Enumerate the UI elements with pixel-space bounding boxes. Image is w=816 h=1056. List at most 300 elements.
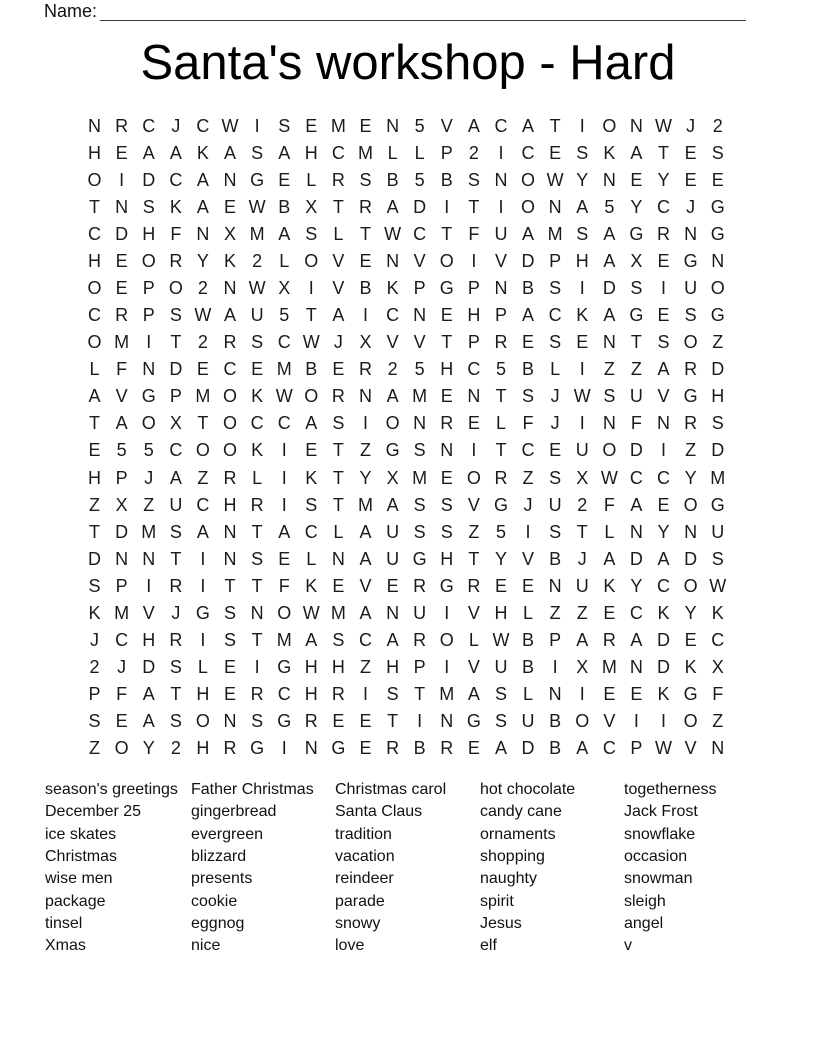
grid-letter: G	[466, 711, 481, 732]
grid-letter: S	[494, 684, 507, 705]
grid-letter: E	[522, 575, 535, 596]
grid-letter: E	[115, 142, 128, 163]
word-list-column	[624, 779, 717, 958]
grid-letter: A	[332, 305, 345, 326]
grid-letter: E	[522, 332, 535, 353]
grid-letter: S	[88, 711, 101, 732]
grid-letter: R	[115, 115, 129, 136]
grid-letter: Z	[359, 657, 371, 678]
grid-letter: K	[88, 602, 101, 623]
grid-letter: O	[385, 413, 400, 434]
grid-letter: C	[413, 223, 427, 244]
word-item: Xmas	[45, 937, 86, 955]
grid-letter: P	[115, 575, 128, 596]
grid-letter: S	[169, 657, 182, 678]
grid-letter: E	[603, 684, 616, 705]
grid-letter: 5	[604, 196, 615, 217]
grid-letter: G	[277, 711, 292, 732]
grid-letter: Z	[549, 602, 561, 623]
grid-letter: N	[386, 602, 400, 623]
grid-letter: K	[196, 142, 209, 163]
grid-letter: L	[252, 467, 263, 488]
grid-letter: N	[358, 386, 372, 407]
grid-letter: S	[142, 196, 155, 217]
grid-letter: E	[467, 738, 480, 759]
grid-letter: Z	[630, 359, 642, 380]
grid-letter: R	[413, 630, 427, 651]
grid-letter: I	[200, 630, 206, 651]
grid-letter: P	[142, 278, 155, 298]
grid-letter: H	[223, 494, 237, 515]
grid-letter: N	[494, 278, 508, 298]
grid-letter: R	[684, 413, 698, 434]
grid-letter: G	[385, 440, 400, 461]
grid-letter: C	[657, 196, 671, 217]
grid-letter: N	[602, 332, 616, 353]
grid-letter: L	[306, 548, 317, 569]
grid-letter: E	[115, 250, 128, 271]
grid-letter: U	[575, 440, 589, 461]
grid-letter: K	[603, 575, 616, 596]
grid-letter: C	[629, 602, 643, 623]
grid-letter: E	[603, 602, 616, 623]
grid-letter: O	[710, 278, 725, 298]
grid-letter: B	[440, 169, 453, 190]
grid-letter: D	[521, 250, 535, 271]
grid-letter: S	[576, 223, 589, 244]
grid-letter: C	[386, 305, 400, 326]
grid-letter: A	[576, 630, 589, 651]
grid-letter: I	[579, 359, 585, 380]
grid-letter: S	[169, 711, 182, 732]
grid-letter: O	[141, 250, 156, 271]
grid-letter: S	[224, 602, 237, 623]
word-item: reindeer	[335, 870, 394, 888]
grid-letter: A	[224, 305, 237, 326]
grid-letter: D	[142, 657, 156, 678]
grid-letter: E	[657, 250, 670, 271]
grid-letter: G	[710, 196, 725, 217]
grid-letter: J	[171, 602, 181, 623]
grid-letter: P	[413, 657, 426, 678]
grid-letter: G	[683, 386, 698, 407]
grid-letter: T	[197, 413, 209, 434]
grid-letter: U	[250, 305, 264, 326]
word-item: candy cane	[480, 803, 562, 821]
grid-letter: N	[386, 115, 400, 136]
grid-letter: T	[441, 332, 453, 353]
grid-letter: P	[115, 467, 128, 488]
grid-letter: A	[359, 602, 372, 623]
word-item: v	[624, 937, 632, 955]
grid-letter: H	[88, 467, 102, 488]
grid-letter: W	[709, 575, 727, 596]
grid-letter: R	[331, 684, 345, 705]
grid-letter: T	[658, 142, 670, 163]
grid-letter: V	[413, 332, 426, 353]
grid-letter: S	[711, 142, 724, 163]
grid-letter: H	[88, 250, 102, 271]
grid-letter: N	[413, 305, 427, 326]
grid-letter: R	[304, 711, 318, 732]
grid-letter: O	[168, 278, 183, 298]
grid-letter: A	[657, 548, 670, 569]
grid-letter: H	[467, 305, 481, 326]
grid-letter: M	[276, 359, 292, 380]
word-item: love	[335, 937, 365, 955]
grid-letter: A	[142, 711, 155, 732]
grid-letter: T	[495, 386, 507, 407]
grid-letter: R	[223, 467, 237, 488]
grid-letter: O	[439, 630, 454, 651]
word-item: shopping	[480, 847, 545, 865]
grid-letter: I	[362, 413, 368, 434]
grid-letter: S	[413, 494, 426, 515]
grid-letter: N	[88, 115, 102, 136]
grid-letter: H	[196, 738, 210, 759]
grid-letter: A	[359, 521, 372, 542]
grid-letter: Z	[576, 602, 588, 623]
grid-letter: I	[254, 115, 260, 136]
grid-letter: J	[523, 494, 533, 515]
grid-letter: M	[357, 142, 373, 163]
word-list-column	[191, 779, 314, 958]
grid-letter: O	[223, 440, 238, 461]
grid-letter: I	[661, 278, 667, 298]
grid-letter: S	[305, 223, 318, 244]
grid-letter: V	[467, 657, 480, 678]
grid-letter: I	[254, 657, 260, 678]
grid-letter: V	[413, 250, 426, 271]
grid-letter: C	[277, 413, 291, 434]
grid-letter: I	[281, 494, 287, 515]
grid-letter: 5	[143, 440, 154, 461]
grid-letter: R	[223, 332, 237, 353]
grid-letter: S	[305, 494, 318, 515]
grid-letter: C	[250, 413, 264, 434]
grid-letter: C	[467, 359, 481, 380]
grid-letter: C	[521, 440, 535, 461]
grid-letter: L	[387, 142, 398, 163]
grid-letter: J	[117, 657, 127, 678]
grid-letter: N	[602, 413, 616, 434]
grid-letter: I	[552, 657, 558, 678]
grid-letter: K	[657, 684, 670, 705]
name-label: Name:	[44, 1, 98, 21]
grid-letter: C	[142, 115, 156, 136]
grid-letter: C	[196, 115, 210, 136]
grid-letter: R	[494, 332, 508, 353]
grid-letter: M	[547, 223, 563, 244]
grid-letter: L	[468, 630, 479, 651]
grid-letter: A	[305, 413, 318, 434]
grid-letter: D	[142, 169, 156, 190]
word-item: snowflake	[624, 825, 696, 843]
grid-letter: S	[413, 440, 426, 461]
grid-letter: G	[195, 602, 210, 623]
grid-letter: I	[281, 467, 287, 488]
grid-letter: G	[683, 250, 698, 271]
grid-letter: S	[522, 386, 535, 407]
grid-letter: K	[386, 278, 399, 298]
grid-letter: N	[413, 413, 427, 434]
grid-letter: C	[169, 169, 183, 190]
grid-letter: N	[494, 169, 508, 190]
grid-letter: M	[276, 630, 292, 651]
grid-letter: A	[603, 305, 616, 326]
grid-letter: U	[169, 494, 183, 515]
grid-letter: S	[711, 413, 724, 434]
word-item: angel	[624, 914, 664, 932]
grid-letter: N	[223, 548, 237, 569]
grid-letter: K	[305, 575, 318, 596]
word-item: wise men	[45, 870, 113, 888]
grid-letter: Y	[630, 575, 643, 596]
grid-letter: S	[251, 332, 264, 353]
grid-letter: G	[710, 494, 725, 515]
grid-letter: E	[359, 250, 372, 271]
word-item: ornaments	[480, 825, 556, 843]
grid-letter: G	[710, 223, 725, 244]
grid-letter: R	[250, 494, 264, 515]
grid-letter: S	[630, 278, 643, 298]
grid-letter: A	[305, 630, 318, 651]
grid-letter: J	[686, 196, 696, 217]
grid-letter: N	[711, 738, 725, 759]
grid-letter: N	[142, 548, 156, 569]
grid-letter: H	[440, 359, 454, 380]
grid-letter: P	[549, 630, 562, 651]
grid-letter: R	[684, 359, 698, 380]
word-item: December 25	[45, 803, 142, 821]
grid-letter: Y	[494, 548, 507, 569]
grid-letter: B	[522, 657, 535, 678]
grid-letter: E	[332, 359, 345, 380]
grid-letter: R	[169, 250, 183, 271]
grid-letter: Z	[685, 440, 697, 461]
grid-letter: E	[711, 169, 724, 190]
grid-letter: V	[115, 386, 128, 407]
grid-letter: K	[169, 196, 182, 217]
grid-letter: O	[466, 467, 481, 488]
grid-letter: N	[629, 657, 643, 678]
grid-letter: A	[630, 630, 643, 651]
grid-letter: E	[440, 386, 453, 407]
grid-letter: N	[548, 575, 562, 596]
grid-letter: S	[88, 575, 101, 596]
grid-letter: 2	[197, 278, 208, 298]
grid-letter: W	[546, 169, 564, 190]
grid-letter: X	[305, 196, 318, 217]
grid-letter: S	[711, 548, 724, 569]
word-item: gingerbread	[191, 803, 277, 821]
grid-letter: E	[657, 305, 670, 326]
grid-letter: 5	[414, 115, 425, 136]
grid-letter: G	[629, 305, 644, 326]
grid-letter: T	[170, 684, 182, 705]
grid-letter: C	[88, 223, 102, 244]
grid-letter: M	[114, 602, 130, 623]
grid-letter: A	[467, 684, 480, 705]
grid-letter: X	[359, 332, 372, 353]
grid-letter: V	[332, 250, 345, 271]
grid-letter: R	[331, 386, 345, 407]
grid-letter: Z	[468, 521, 480, 542]
grid-letter: G	[710, 305, 725, 326]
grid-letter: K	[305, 467, 318, 488]
grid-letter: 2	[89, 657, 100, 678]
word-item: Father Christmas	[191, 781, 314, 798]
grid-letter: C	[629, 467, 643, 488]
grid-letter: C	[277, 684, 291, 705]
word-item: package	[45, 892, 106, 910]
grid-letter: A	[576, 196, 589, 217]
grid-letter: F	[170, 223, 182, 244]
grid-letter: S	[332, 630, 345, 651]
grid-letter: A	[196, 196, 209, 217]
grid-letter: C	[88, 305, 102, 326]
grid-letter: 2	[170, 738, 181, 759]
grid-letter: X	[386, 467, 399, 488]
grid-letter: R	[169, 630, 183, 651]
grid-letter: R	[358, 196, 372, 217]
grid-letter: O	[575, 711, 590, 732]
grid-letter: T	[549, 115, 561, 136]
grid-letter: Y	[657, 521, 670, 542]
grid-letter: L	[333, 223, 344, 244]
grid-letter: C	[304, 521, 318, 542]
grid-letter: B	[522, 359, 535, 380]
word-item: togetherness	[624, 781, 717, 798]
grid-letter: I	[417, 711, 423, 732]
grid-letter: E	[278, 169, 291, 190]
grid-letter: N	[223, 278, 237, 298]
grid-letter: F	[116, 684, 128, 705]
grid-letter: D	[629, 440, 643, 461]
grid-letter: H	[304, 142, 318, 163]
grid-letter: Y	[684, 467, 697, 488]
word-search-grid	[81, 112, 731, 762]
grid-letter: V	[684, 738, 697, 759]
grid-letter: A	[386, 196, 399, 217]
puzzle-title: Santa's workshop - Hard	[140, 36, 676, 90]
grid-letter: A	[467, 115, 480, 136]
grid-letter: C	[521, 142, 535, 163]
grid-letter: 2	[712, 115, 723, 136]
grid-letter: Z	[359, 440, 371, 461]
grid-letter: N	[304, 738, 318, 759]
grid-letter: D	[88, 548, 102, 569]
grid-letter: C	[358, 630, 372, 651]
grid-letter: N	[711, 250, 725, 271]
grid-letter: R	[440, 738, 454, 759]
grid-letter: Z	[712, 711, 724, 732]
grid-letter: L	[495, 413, 506, 434]
grid-letter: E	[224, 657, 237, 678]
grid-letter: D	[657, 657, 671, 678]
grid-letter: F	[522, 413, 534, 434]
grid-letter: B	[359, 278, 372, 298]
grid-letter: A	[494, 738, 507, 759]
grid-letter: J	[90, 630, 100, 651]
grid-letter: I	[498, 142, 504, 163]
grid-letter: I	[498, 196, 504, 217]
grid-letter: R	[602, 630, 616, 651]
grid-letter: B	[386, 169, 399, 190]
grid-letter: H	[386, 657, 400, 678]
grid-letter: S	[440, 494, 453, 515]
grid-letter: I	[471, 440, 477, 461]
grid-letter: W	[302, 602, 320, 623]
grid-letter: L	[333, 521, 344, 542]
grid-letter: A	[88, 386, 101, 407]
grid-letter: S	[549, 278, 562, 298]
grid-letter: G	[629, 223, 644, 244]
grid-letter: J	[144, 467, 154, 488]
grid-letter: A	[224, 142, 237, 163]
grid-letter: X	[576, 657, 589, 678]
grid-letter: A	[142, 142, 155, 163]
grid-letter: Z	[712, 332, 724, 353]
grid-letter: S	[576, 142, 589, 163]
grid-letter: S	[657, 332, 670, 353]
grid-letter: G	[141, 386, 156, 407]
word-item: presents	[191, 870, 253, 888]
grid-letter: Z	[603, 359, 615, 380]
grid-letter: O	[683, 711, 698, 732]
grid-letter: O	[114, 738, 129, 759]
grid-letter: V	[359, 575, 372, 596]
grid-letter: U	[386, 548, 400, 569]
word-item: Jesus	[480, 914, 522, 932]
grid-letter: T	[332, 494, 344, 515]
grid-letter: A	[196, 521, 209, 542]
grid-letter: O	[683, 332, 698, 353]
grid-letter: W	[655, 115, 673, 136]
grid-letter: A	[522, 115, 535, 136]
grid-letter: I	[362, 684, 368, 705]
grid-letter: T	[332, 467, 344, 488]
grid-letter: T	[170, 548, 182, 569]
grid-letter: N	[548, 684, 562, 705]
grid-letter: O	[87, 169, 102, 190]
grid-letter: Z	[197, 467, 209, 488]
grid-letter: 5	[279, 305, 290, 326]
grid-letter: A	[386, 386, 399, 407]
grid-letter: V	[494, 250, 507, 271]
grid-letter: C	[196, 494, 210, 515]
grid-letter: P	[494, 305, 507, 326]
grid-letter: I	[146, 575, 152, 596]
grid-letter: L	[306, 169, 317, 190]
grid-letter: I	[633, 711, 639, 732]
grid-letter: V	[386, 332, 399, 353]
grid-letter: E	[684, 169, 697, 190]
grid-letter: Y	[630, 196, 643, 217]
grid-letter: 5	[495, 359, 506, 380]
grid-letter: T	[224, 575, 236, 596]
grid-letter: D	[115, 223, 129, 244]
grid-letter: T	[468, 548, 480, 569]
grid-letter: M	[141, 521, 157, 542]
grid-letter: U	[494, 657, 508, 678]
grid-letter: R	[169, 575, 183, 596]
grid-letter: W	[573, 386, 591, 407]
grid-letter: N	[223, 521, 237, 542]
word-list-column	[45, 779, 178, 958]
grid-letter: D	[115, 521, 129, 542]
grid-letter: O	[223, 386, 238, 407]
